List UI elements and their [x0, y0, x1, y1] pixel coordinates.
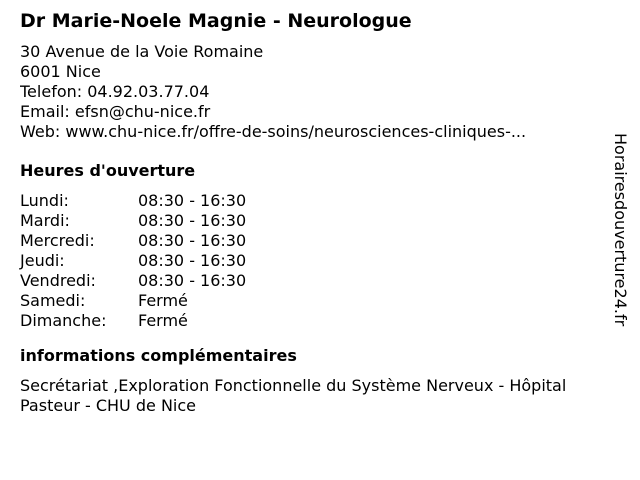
page-title: Dr Marie-Noele Magnie - Neurologue — [20, 10, 412, 32]
doctor-card — [20, 9, 605, 416]
hours-time: 08:30 - 16:30 — [138, 271, 247, 290]
hours-time: 08:30 - 16:30 — [138, 191, 247, 210]
web-label: Web: — [20, 122, 66, 141]
hours-day: Dimanche: — [20, 311, 107, 330]
hours-time: 08:30 - 16:30 — [138, 251, 247, 270]
address-street: 30 Avenue de la Voie Romaine — [20, 42, 264, 61]
email-label: Email: — [20, 102, 75, 121]
hours-day: Jeudi: — [20, 251, 65, 270]
hours-row-jeudi — [20, 251, 605, 271]
hours-list — [20, 191, 605, 331]
email-link[interactable]: efsn@chu-nice.fr — [74, 102, 211, 121]
info-text: Secrétariat ,Exploration Fonctionnelle du Système Nerveux - Hôpital Pasteur - CHU de Nice — [20, 376, 567, 415]
hours-row-mercredi — [20, 231, 605, 251]
web-line — [20, 122, 605, 142]
hours-row-samedi — [20, 291, 605, 311]
hours-day: Lundi: — [20, 191, 69, 210]
hours-heading: Heures d'ouverture — [20, 161, 196, 180]
hours-time: 08:30 - 16:30 — [138, 211, 247, 230]
info-heading: informations complémentaires — [20, 346, 297, 365]
hours-day: Mardi: — [20, 211, 70, 230]
hours-time: Fermé — [138, 291, 188, 310]
email-line — [20, 102, 605, 122]
web-link[interactable]: www.chu-nice.fr/offre-de-soins/neurosciences-cliniques-... — [65, 122, 527, 141]
phone-link[interactable]: 04.92.03.77.04 — [87, 82, 210, 101]
hours-row-dimanche — [20, 311, 605, 331]
hours-time: 08:30 - 16:30 — [138, 231, 247, 250]
hours-row-vendredi — [20, 271, 605, 291]
phone-line — [20, 82, 605, 102]
address-city: 6001 Nice — [20, 62, 101, 81]
hours-day: Mercredi: — [20, 231, 95, 250]
hours-time: Fermé — [138, 311, 188, 330]
hours-day: Vendredi: — [20, 271, 96, 290]
hours-day: Samedi: — [20, 291, 86, 310]
brand-watermark: Horairesdouverture24.fr — [611, 133, 630, 327]
hours-row-lundi — [20, 191, 605, 211]
phone-label: Telefon: — [20, 82, 88, 101]
hours-row-mardi — [20, 211, 605, 231]
